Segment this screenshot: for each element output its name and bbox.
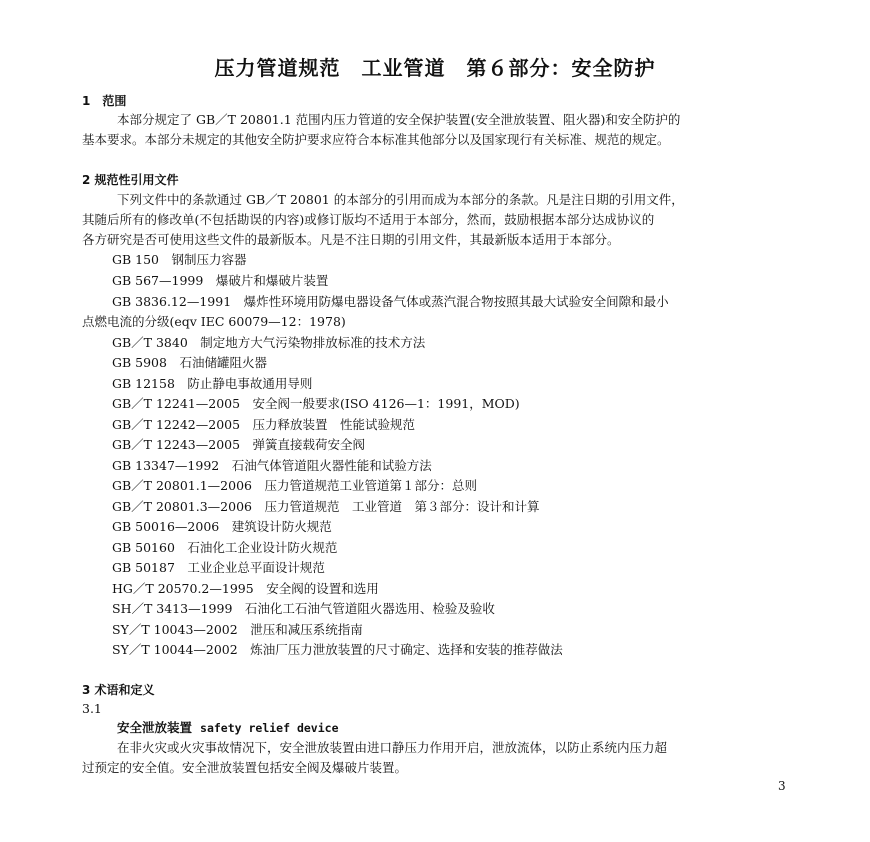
section-1-para-line: 基本要求。本部分未规定的其他安全防护要求应符合本标准其他部分以及国家现行有关标准、规范的规定。: [82, 132, 670, 147]
definition-line: 过预定的安全值。安全泄放装置包括安全阀及爆破片装置。: [82, 760, 408, 775]
reference-item: GB／T 12241—2005 安全阀一般要求(ISO 4126—1：1991，MOD): [112, 396, 520, 411]
reference-item: SY／T 10043—2002 泄压和减压系统指南: [112, 622, 363, 637]
reference-item: GB／T 3840 制定地方大气污染物排放标准的技术方法: [112, 335, 426, 350]
page-number: 3: [778, 779, 786, 793]
term-entry: [117, 720, 339, 736]
clause-number: 3.1: [82, 701, 102, 716]
reference-item: GB 50187 工业企业总平面设计规范: [112, 560, 325, 575]
reference-item: GB 50160 石油化工企业设计防火规范: [112, 540, 338, 555]
reference-item: SY／T 10044—2002 炼油厂压力泄放装置的尺寸确定、选择和安装的推荐做法: [112, 642, 563, 657]
term-chinese: 安全泄放装置: [117, 720, 193, 735]
section-3-heading: 3 术语和定义: [82, 683, 155, 697]
reference-item: GB 5908 石油储罐阻火器: [112, 355, 267, 370]
reference-item: GB／T 20801.3—2006 压力管道规范 工业管道 第３部分：设计和计算: [112, 499, 540, 514]
reference-item-continuation: 点燃电流的分级(eqv IEC 60079—12：1978): [82, 314, 346, 329]
section-2-para-line: 各方研究是否可使用这些文件的最新版本。凡是不注日期的引用文件，其最新版本适用于本部分。: [82, 232, 620, 247]
section-2-para-line: 下列文件中的条款通过 GB／T 20801 的本部分的引用而成为本部分的条款。凡是注日期的引用文件，: [117, 192, 684, 207]
reference-item: GB 50016—2006 建筑设计防火规范: [112, 519, 332, 534]
reference-item: GB 150 钢制压力容器: [112, 252, 247, 267]
reference-item: HG／T 20570.2—1995 安全阀的设置和选用: [112, 581, 379, 596]
reference-item: GB／T 20801.1—2006 压力管道规范工业管道第１部分：总则: [112, 478, 477, 493]
section-1-para-line: 本部分规定了 GB／T 20801.1 范围内压力管道的安全保护装置(安全泄放装置、阻火器)和安全防护的: [117, 112, 681, 127]
reference-item: GB／T 12243—2005 弹簧直接载荷安全阀: [112, 437, 366, 452]
reference-item: SH／T 3413—1999 石油化工石油气管道阻火器选用、检验及验收: [112, 601, 495, 616]
definition-line: 在非火灾或火灾事故情况下，安全泄放装置由进口静压力作用开启，泄放流体，以防止系统内压力超: [117, 740, 668, 755]
section-2-para-line: 其随后所有的修改单(不包括勘误的内容)或修订版均不适用于本部分，然而，鼓励根据本部分达成协议的: [82, 212, 655, 227]
reference-item: GB 12158 防止静电事故通用导则: [112, 376, 313, 391]
reference-item: GB 567—1999 爆破片和爆破片装置: [112, 273, 329, 288]
section-2-heading: 2 规范性引用文件: [82, 173, 179, 187]
section-1-heading: 1 范围: [82, 94, 127, 108]
document-title: 压力管道规范 工业管道 第６部分：安全防护: [214, 56, 656, 80]
reference-item: GB／T 12242—2005 压力释放装置 性能试验规范: [112, 417, 416, 432]
reference-item: GB 13347—1992 石油气体管道阻火器性能和试验方法: [112, 458, 432, 473]
reference-item: GB 3836.12—1991 爆炸性环境用防爆电器设备气体或蒸汽混合物按照其最大试验安全间隙和最小: [112, 294, 669, 309]
term-english: safety relief device: [200, 721, 339, 735]
